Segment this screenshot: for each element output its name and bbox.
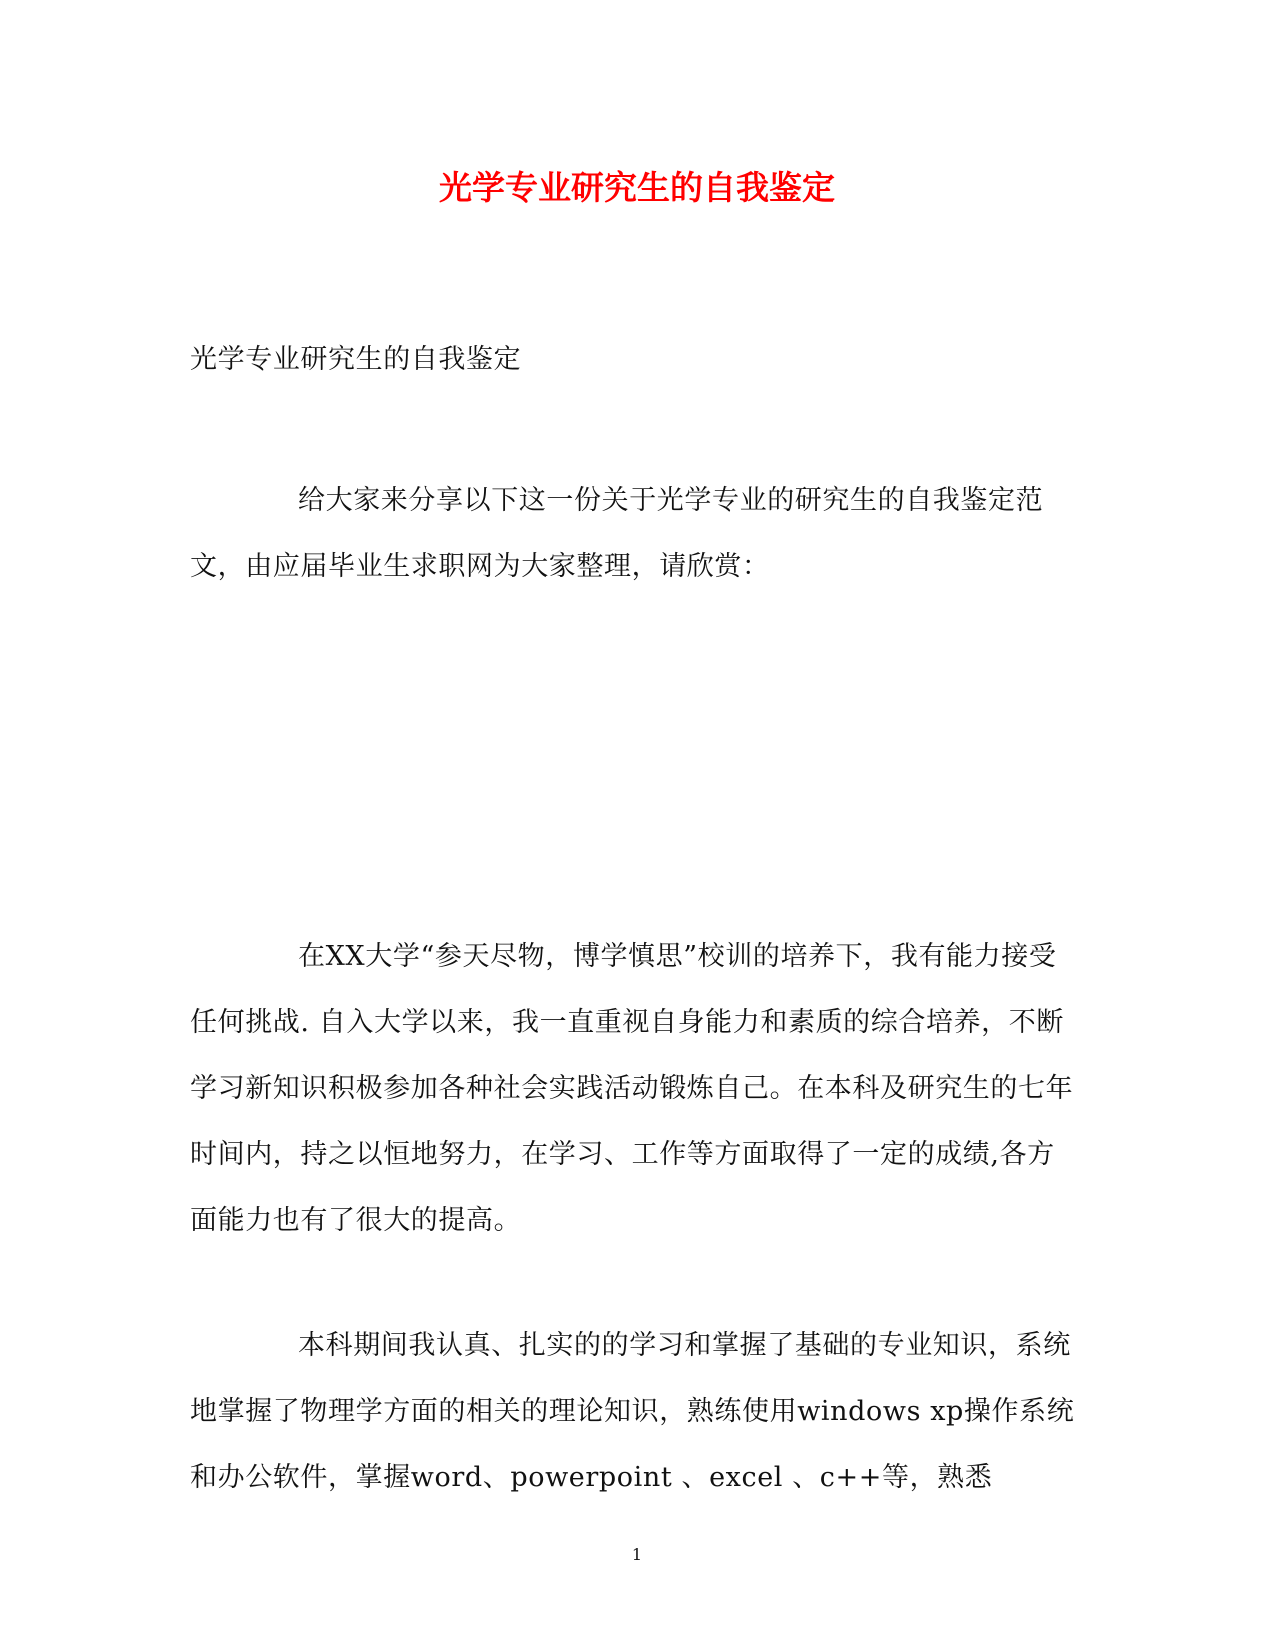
document-subtitle: 光学专业研究生的自我鉴定: [190, 344, 522, 375]
paragraph-intro: 给大家来分享以下这一份关于光学专业的研究生的自我鉴定范文，由应届毕业生求职网为大家整理，请欣赏：: [190, 485, 1044, 582]
paragraph-undergraduate: 本科期间我认真、扎实的的学习和掌握了基础的专业知识，系统地掌握了物理学方面的相关的理论知识，熟练使用windows xp操作系统和办公软件，掌握word、powerpoint 、excel 、c++等，熟悉: [190, 1330, 1075, 1493]
page-number: 1: [631, 1545, 643, 1564]
document-title: 光学专业研究生的自我鉴定: [439, 168, 835, 207]
paragraph-university: 在XX大学“参天尽物，博学慎思”校训的培养下，我有能力接受任何挑战. 自入大学以来，我一直重视自身能力和素质的综合培养，不断学习新知识积极参加各种社会实践活动锻炼自己。在本科及研究生的七年时间内，持之以恒地努力，在学习、工作等方面取得了一定的成绩,各方面能力也有了很大的提高。: [190, 941, 1074, 1236]
